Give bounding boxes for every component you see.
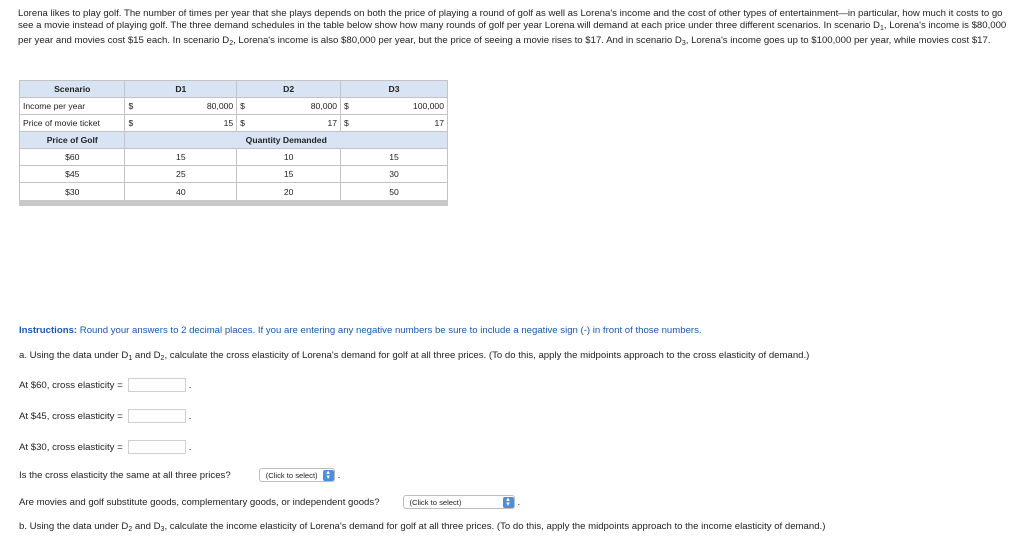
table-row	[20, 183, 448, 204]
intro-text-1: Lorena likes to play golf. The number of times per year that she plays depends on both the price of playing a round of golf as well as Lorena's income and the cost of other types of entertainment—in particular, how much it costs to go see a movie instead of playing golf. The three demand schedules in the table below show how many rounds of golf per year Lorena will demand at each price under three different scenarios. In scenario D	[18, 8, 1003, 31]
question-a-text: , calculate the cross elasticity of Lorena's demand for golf at all three prices. (To do this, apply the midpoints approach to the cross elasticity of demand.)	[164, 350, 810, 361]
movie-d1: 15	[136, 115, 236, 132]
question-b-sub: 2	[128, 526, 133, 533]
golf-price: $30	[20, 183, 125, 204]
period: .	[188, 410, 192, 422]
same-elasticity-select[interactable]	[259, 468, 335, 482]
movie-row	[20, 115, 448, 132]
period: .	[188, 441, 192, 453]
answer-row-30	[19, 440, 191, 454]
question-a-sub: 2	[160, 355, 165, 362]
subheader-row	[20, 132, 448, 149]
cross-elasticity-30-label: At $30, cross elasticity =	[19, 441, 123, 453]
question-a	[19, 350, 809, 362]
qty-d3: 15	[341, 149, 448, 166]
problem-intro	[18, 8, 1016, 50]
chevron-updown-icon: ▴ ▾	[323, 470, 334, 481]
golf-price: $45	[20, 166, 125, 183]
quantity-demanded-header: Quantity Demanded	[125, 132, 448, 149]
income-d2: 80,000	[248, 98, 341, 115]
scenario-table	[19, 80, 448, 206]
instructions-text: Round your answers to 2 decimal places. If you are entering any negative numbers be sure to include a negative sign (-) in front of those numbers.	[77, 325, 702, 336]
movie-label: Price of movie ticket	[20, 115, 125, 132]
qty-d2: 15	[237, 166, 341, 183]
question-a-text: a. Using the data under D	[19, 350, 129, 361]
intro-sub-1: 1	[880, 25, 884, 32]
income-label: Income per year	[20, 98, 125, 115]
same-elasticity-question: Is the cross elasticity the same at all three prices?	[19, 469, 231, 481]
goods-type-select[interactable]	[403, 495, 515, 509]
dollar-sign: $	[341, 115, 352, 132]
question-b	[19, 521, 825, 533]
qty-d3: 30	[341, 166, 448, 183]
header-d3: D3	[341, 81, 448, 98]
period: .	[337, 469, 341, 481]
question-b-text: and D	[132, 521, 161, 532]
dollar-sign: $	[125, 115, 136, 132]
question-b-text: , calculate the income elasticity of Lorena's demand for golf at all three prices. (To do this, apply the midpoints approach to the income elasticity of demand.)	[164, 521, 826, 532]
cross-elasticity-45-input[interactable]	[128, 409, 186, 423]
intro-sub-2: 2	[229, 40, 234, 47]
question-a-text: and D	[132, 350, 161, 361]
chevron-updown-icon: ▴ ▾	[503, 497, 514, 508]
qty-d1: 15	[125, 149, 237, 166]
table-row	[20, 166, 448, 183]
period: .	[188, 379, 192, 391]
golf-price: $60	[20, 149, 125, 166]
goods-type-row	[19, 495, 520, 509]
qty-d3: 50	[341, 183, 448, 204]
instructions-label: Instructions:	[19, 325, 78, 336]
answer-row-45	[19, 409, 191, 423]
price-of-golf-header: Price of Golf	[20, 132, 125, 149]
income-d3: 100,000	[352, 98, 448, 115]
intro-text-4: , Lorena's income goes up to $100,000 per year, while movies cost $17.	[685, 35, 991, 46]
income-row	[20, 98, 448, 115]
cross-elasticity-60-input[interactable]	[128, 378, 186, 392]
goods-type-question: Are movies and golf substitute goods, complementary goods, or independent goods?	[19, 496, 380, 508]
dollar-sign: $	[237, 98, 248, 115]
intro-text-3: , Lorena's income is also $80,000 per year, but the price of seeing a movie rises to $17. And in scenario D	[233, 35, 682, 46]
qty-d2: 10	[237, 149, 341, 166]
question-b-text: b. Using the data under D	[19, 521, 129, 532]
dollar-sign: $	[125, 98, 136, 115]
qty-d1: 40	[125, 183, 237, 204]
intro-text-2: , Lorena's income is $80,000 per year and movies cost $15 each. In scenario D	[18, 20, 1007, 46]
intro-sub-3: 3	[681, 40, 686, 47]
header-d1: D1	[125, 81, 237, 98]
header-d2: D2	[237, 81, 341, 98]
movie-d2: 17	[248, 115, 341, 132]
qty-d1: 25	[125, 166, 237, 183]
cross-elasticity-60-label: At $60, cross elasticity =	[19, 379, 123, 391]
dollar-sign: $	[341, 98, 352, 115]
dollar-sign: $	[237, 115, 248, 132]
income-d1: 80,000	[136, 98, 236, 115]
instructions	[19, 325, 702, 336]
table-row	[20, 149, 448, 166]
movie-d3: 17	[352, 115, 448, 132]
cross-elasticity-30-input[interactable]	[128, 440, 186, 454]
answer-row-60	[19, 378, 191, 392]
table-header-row	[20, 81, 448, 98]
select-placeholder: (Click to select)	[265, 470, 318, 480]
cross-elasticity-45-label: At $45, cross elasticity =	[19, 410, 123, 422]
select-placeholder: (Click to select)	[409, 497, 462, 507]
qty-d2: 20	[237, 183, 341, 204]
question-b-sub: 3	[160, 526, 165, 533]
same-elasticity-row	[19, 468, 340, 482]
header-scenario: Scenario	[20, 81, 125, 98]
period: .	[517, 496, 521, 508]
question-a-sub: 1	[128, 355, 133, 362]
